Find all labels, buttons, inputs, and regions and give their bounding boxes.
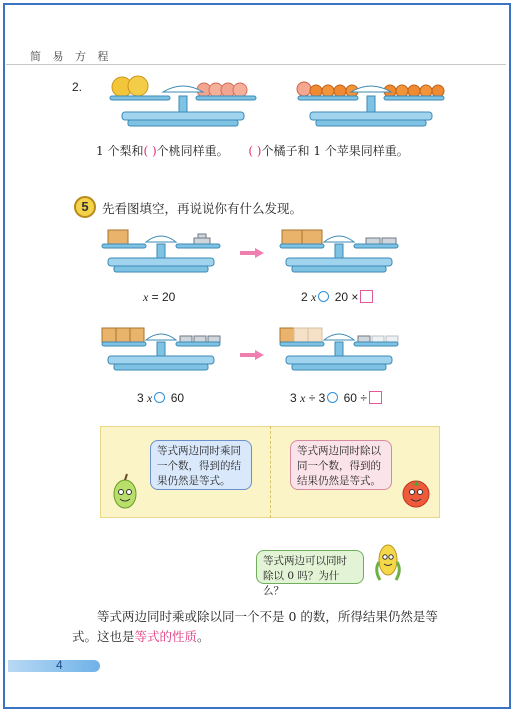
equation-rest: 20 × (331, 290, 359, 304)
sentence-part: 个橘子和 1 个苹果同样重。 (261, 144, 409, 158)
panel-divider (270, 426, 271, 518)
coefficient: 3 (290, 391, 297, 405)
gram-weight (358, 336, 370, 342)
coefficient: 2 (301, 290, 308, 304)
equation-rest: ÷ 3 (305, 391, 326, 405)
answer-square-blank[interactable] (369, 391, 382, 404)
gram-weight (194, 238, 210, 244)
gram-weight (180, 336, 192, 342)
unknown-weight-box (302, 230, 322, 244)
equation-rest: 60 (167, 391, 185, 405)
variable-x: x (300, 391, 306, 405)
gram-weight-faded (372, 336, 384, 342)
balance-scale-3x (100, 324, 222, 376)
balance-scale-pears-peaches (108, 74, 258, 130)
variable-x: x (147, 391, 153, 405)
orange-fruit (310, 85, 322, 97)
property-term: 等式的性质 (134, 629, 198, 644)
orange-fruit (396, 85, 408, 97)
balance-scale-1x (100, 226, 222, 278)
tomato-character-icon (398, 474, 434, 510)
unknown-weight-box (130, 328, 144, 342)
problem2-sentence (96, 142, 409, 159)
equation-3 (137, 391, 184, 406)
equation-rest: = 20 (148, 290, 176, 304)
gram-weight (208, 336, 220, 342)
arrow-right-icon (240, 350, 264, 360)
apple-fruit (297, 82, 311, 96)
problem-number: 2. (72, 80, 83, 94)
conclusion-text: 等式两边同时乘或除以同一个不是 0 的数，所得结果仍然是等式。这也是 (72, 609, 438, 644)
unknown-weight-box (116, 328, 130, 342)
example-instruction: 先看图填空，再说说你有什么发现。 (102, 201, 303, 216)
chapter-header: 简 易 方 程 (30, 50, 113, 63)
example-badge: 5 (74, 196, 96, 218)
sentence-part: 个桃同样重。 (156, 144, 229, 158)
coefficient: 3 (137, 391, 144, 405)
speech-bubble-multiply: 等式两边同时乘同一个数，得到的结果仍然是等式。 (150, 440, 252, 490)
conclusion-end: 。 (197, 629, 210, 644)
page-number-tab (8, 660, 100, 672)
unknown-weight-box (280, 328, 294, 342)
page-number: 4 (56, 658, 63, 672)
sentence-part: 1 个梨和 (96, 144, 144, 158)
peach-fruit (233, 83, 247, 97)
speech-bubble-divide: 等式两边同时除以同一个数，得到的结果仍然是等式。 (290, 440, 392, 490)
answer-blank[interactable]: ( ) (248, 144, 262, 158)
relation-circle-blank[interactable] (154, 392, 165, 403)
conclusion-paragraph (72, 607, 450, 647)
relation-circle-blank[interactable] (327, 392, 338, 403)
balance-scale-3x-faded (278, 324, 400, 376)
equation-2 (301, 290, 373, 305)
equation-4 (290, 391, 382, 406)
gram-weight-faded (386, 336, 398, 342)
orange-fruit (432, 85, 444, 97)
unknown-weight-box (108, 230, 128, 244)
gram-weight (382, 238, 396, 244)
unknown-weight-box (102, 328, 116, 342)
equation-rest: 60 ÷ (340, 391, 367, 405)
answer-blank[interactable]: ( ) (143, 144, 157, 158)
gram-weight (366, 238, 380, 244)
pear-character-icon (108, 472, 142, 512)
answer-square-blank[interactable] (360, 290, 373, 303)
relation-circle-blank[interactable] (318, 291, 329, 302)
arrow-right-icon (240, 248, 264, 258)
corn-character-icon (372, 540, 404, 586)
orange-fruit (420, 85, 432, 97)
balance-scale-oranges-apple (296, 74, 446, 130)
header-divider (6, 64, 506, 65)
orange-fruit (322, 85, 334, 97)
pear-fruit (128, 76, 148, 96)
orange-fruit (334, 85, 346, 97)
unknown-weight-box-faded (294, 328, 308, 342)
variable-x: x (311, 290, 317, 304)
variable-x: x (143, 290, 149, 304)
speech-bubble-zero-question: 等式两边可以同时除以 0 吗？为什么？ (256, 550, 364, 584)
unknown-weight-box-faded (308, 328, 322, 342)
balance-scale-2x (278, 226, 400, 278)
unknown-weight-box (282, 230, 302, 244)
gram-weight (194, 336, 206, 342)
orange-fruit (408, 85, 420, 97)
equation-1 (143, 290, 175, 305)
